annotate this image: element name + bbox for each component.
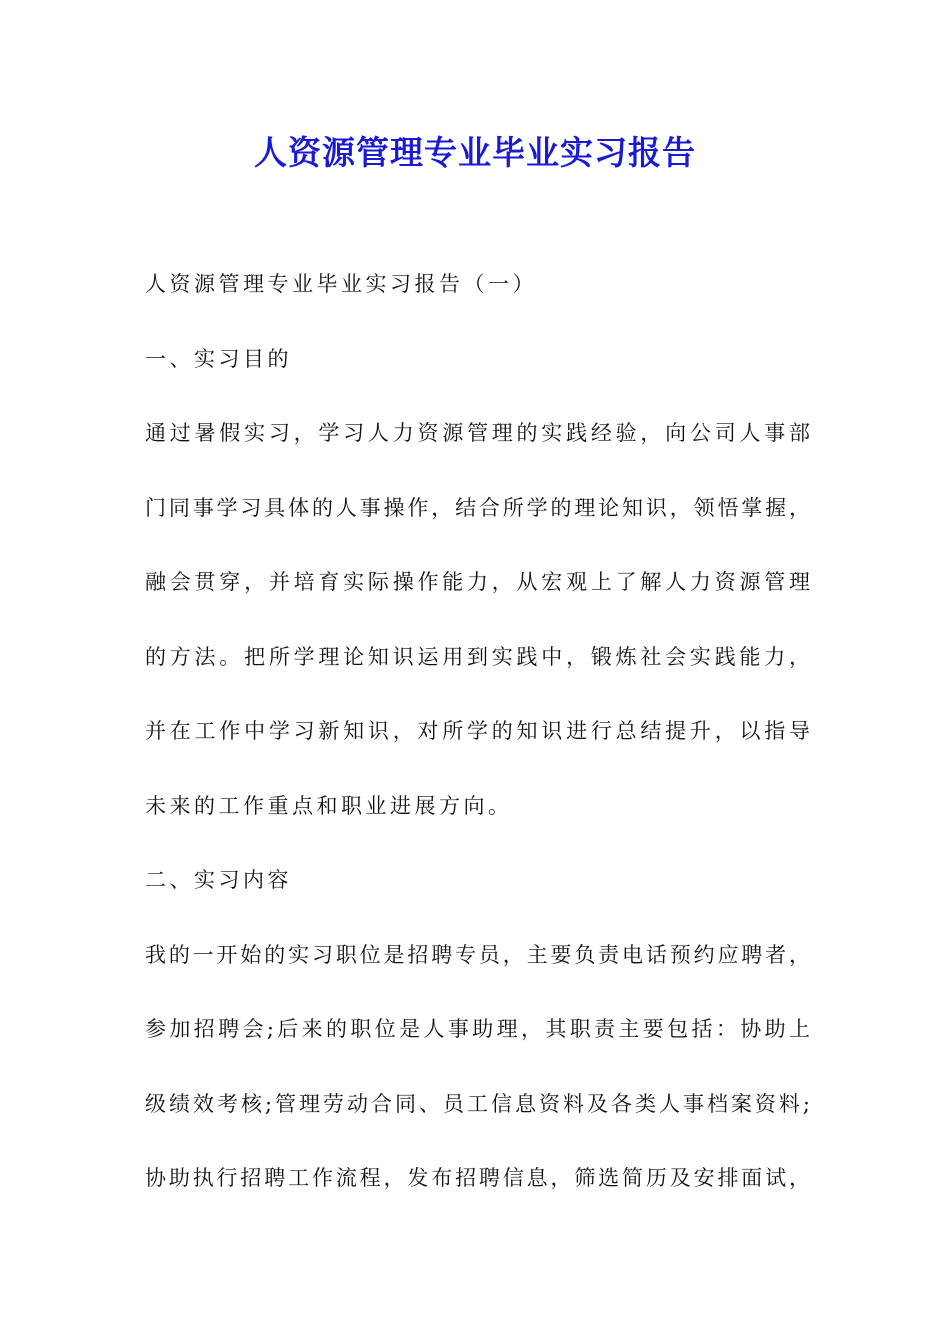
document-body xyxy=(145,262,810,1231)
subtitle-line: 人资源管理专业毕业实习报告（一） xyxy=(145,272,537,296)
paragraph-line: 我的一开始的实习职位是招聘专员，主要负责电话预约应聘者， xyxy=(145,942,810,967)
section-heading-content: 二、实习内容 xyxy=(145,868,292,892)
paragraph-line: 门同事学习具体的人事操作，结合所学的理论知识，领悟掌握， xyxy=(145,495,810,520)
paragraph-line: 未来的工作重点和职业进展方向。 xyxy=(145,793,513,818)
paragraph-line: 参加招聘会;后来的职位是人事助理，其职责主要包括：协助上 xyxy=(145,1017,810,1041)
document-title: 人资源管理专业毕业实习报告 xyxy=(254,133,696,172)
section-heading-purpose: 一、实习目的 xyxy=(145,346,292,371)
paragraph-line: 级绩效考核;管理劳动合同、员工信息资料及各类人事档案资料; xyxy=(145,1091,810,1116)
paragraph-line: 协助执行招聘工作流程，发布招聘信息，筛选简历及安排面试， xyxy=(145,1166,810,1190)
paragraph-line: 并在工作中学习新知识，对所学的知识进行总结提升，以指导 xyxy=(145,719,810,743)
paragraph-line: 的方法。把所学理论知识运用到实践中，锻炼社会实践能力， xyxy=(145,644,810,669)
paragraph-line: 通过暑假实习，学习人力资源管理的实践经验，向公司人事部 xyxy=(145,421,810,445)
paragraph-line: 融会贯穿，并培育实际操作能力，从宏观上了解人力资源管理 xyxy=(145,570,810,594)
